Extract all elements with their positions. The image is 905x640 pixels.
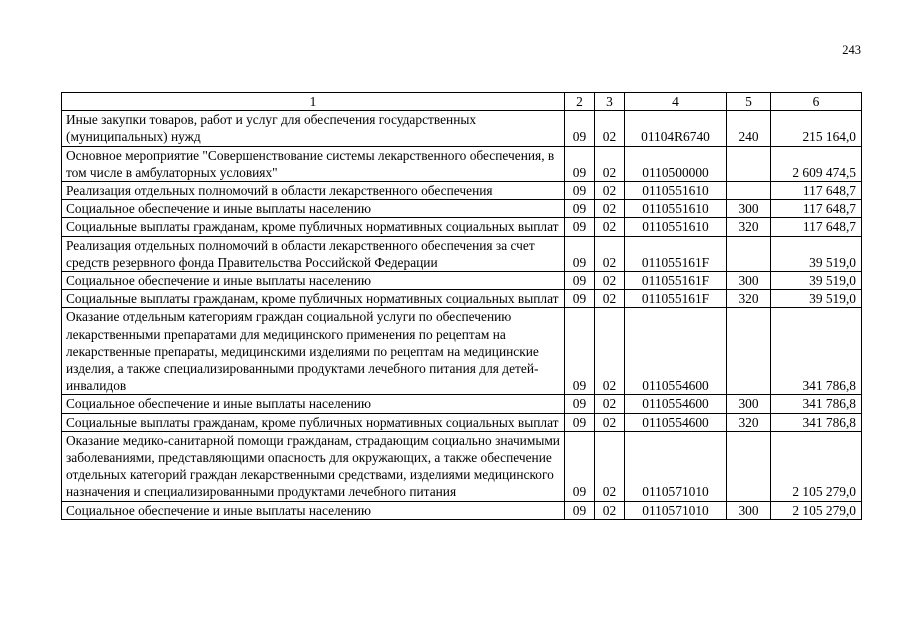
cell-name: Социальное обеспечение и иные выплаты населению [62,272,565,290]
cell-subsection: 02 [595,200,625,218]
table-row [62,395,862,413]
cell-section: 09 [565,272,595,290]
cell-amount: 2 105 279,0 [771,431,862,501]
cell-subsection: 02 [595,218,625,236]
cell-name: Оказание медико-санитарной помощи гражданам, страдающим социально значимыми заболеваниями, представляющими опасность для окружающих, а также обеспечение отдельных категорий граждан лекарственными средствами, изделиями медицинского назначения и специализированными продуктами лечебного питания [62,431,565,501]
cell-target-article: 0110554600 [625,413,727,431]
cell-amount: 2 105 279,0 [771,501,862,519]
header-col-2: 2 [565,93,595,111]
cell-target-article: 011055161F [625,272,727,290]
cell-subsection: 02 [595,111,625,146]
cell-section: 09 [565,182,595,200]
cell-section: 09 [565,146,595,181]
cell-expense-type [727,236,771,271]
cell-target-article: 0110554600 [625,308,727,395]
cell-section: 09 [565,501,595,519]
cell-subsection: 02 [595,236,625,271]
budget-table [61,92,862,520]
cell-amount: 341 786,8 [771,308,862,395]
cell-expense-type: 240 [727,111,771,146]
cell-amount: 2 609 474,5 [771,146,862,181]
cell-target-article: 0110551610 [625,200,727,218]
cell-expense-type: 300 [727,200,771,218]
cell-expense-type: 300 [727,272,771,290]
cell-target-article: 0110571010 [625,501,727,519]
cell-expense-type: 300 [727,501,771,519]
cell-expense-type: 320 [727,413,771,431]
cell-subsection: 02 [595,290,625,308]
page-number: 243 [842,43,861,57]
cell-target-article: 0110554600 [625,395,727,413]
table-row [62,182,862,200]
cell-section: 09 [565,308,595,395]
cell-subsection: 02 [595,182,625,200]
cell-target-article: 0110551610 [625,218,727,236]
cell-target-article: 0110500000 [625,146,727,181]
cell-section: 09 [565,395,595,413]
table-row [62,146,862,181]
cell-amount: 39 519,0 [771,236,862,271]
header-col-1: 1 [62,93,565,111]
cell-name: Иные закупки товаров, работ и услуг для обеспечения государственных (муниципальных) нужд [62,111,565,146]
header-col-3: 3 [595,93,625,111]
cell-expense-type [727,431,771,501]
cell-target-article: 0110551610 [625,182,727,200]
cell-name: Социальные выплаты гражданам, кроме публичных нормативных социальных выплат [62,413,565,431]
cell-subsection: 02 [595,146,625,181]
table-row [62,272,862,290]
cell-target-article: 01104R6740 [625,111,727,146]
cell-amount: 117 648,7 [771,200,862,218]
cell-subsection: 02 [595,395,625,413]
table-row [62,200,862,218]
cell-expense-type [727,308,771,395]
cell-expense-type: 320 [727,218,771,236]
cell-target-article: 011055161F [625,236,727,271]
cell-name: Социальное обеспечение и иные выплаты населению [62,395,565,413]
cell-amount: 39 519,0 [771,272,862,290]
cell-section: 09 [565,111,595,146]
header-col-4: 4 [625,93,727,111]
cell-name: Оказание отдельным категориям граждан социальной услуги по обеспечению лекарственными препаратами для медицинского применения по рецептам на лекарственные препараты, медицинскими изделиями по рецептам на медицинские изделия, а также специализированными продуктами лечебного питания для детей-инвалидов [62,308,565,395]
cell-name: Социальные выплаты гражданам, кроме публичных нормативных социальных выплат [62,290,565,308]
cell-expense-type [727,146,771,181]
table-body [62,111,862,520]
table-row [62,413,862,431]
cell-subsection: 02 [595,413,625,431]
header-col-6: 6 [771,93,862,111]
cell-subsection: 02 [595,431,625,501]
cell-name: Социальное обеспечение и иные выплаты населению [62,200,565,218]
table-row [62,308,862,395]
cell-target-article: 011055161F [625,290,727,308]
table-header-row [62,93,862,111]
cell-amount: 215 164,0 [771,111,862,146]
cell-amount: 341 786,8 [771,413,862,431]
cell-section: 09 [565,200,595,218]
cell-amount: 341 786,8 [771,395,862,413]
cell-subsection: 02 [595,308,625,395]
header-col-5: 5 [727,93,771,111]
cell-target-article: 0110571010 [625,431,727,501]
cell-name: Социальное обеспечение и иные выплаты населению [62,501,565,519]
cell-expense-type: 320 [727,290,771,308]
table-row [62,431,862,501]
cell-section: 09 [565,218,595,236]
table-row [62,218,862,236]
table-row [62,111,862,146]
cell-name: Реализация отдельных полномочий в области лекарственного обеспечения за счет средств резервного фонда Правительства Российской Федерации [62,236,565,271]
cell-subsection: 02 [595,501,625,519]
cell-amount: 39 519,0 [771,290,862,308]
cell-expense-type: 300 [727,395,771,413]
cell-name: Основное мероприятие "Совершенствование системы лекарственного обеспечения, в том числе в амбулаторных условиях" [62,146,565,181]
cell-name: Социальные выплаты гражданам, кроме публичных нормативных социальных выплат [62,218,565,236]
cell-amount: 117 648,7 [771,182,862,200]
cell-section: 09 [565,290,595,308]
table-row [62,501,862,519]
cell-subsection: 02 [595,272,625,290]
cell-section: 09 [565,431,595,501]
table-row [62,290,862,308]
cell-section: 09 [565,413,595,431]
cell-expense-type [727,182,771,200]
cell-amount: 117 648,7 [771,218,862,236]
cell-section: 09 [565,236,595,271]
table-row [62,236,862,271]
cell-name: Реализация отдельных полномочий в области лекарственного обеспечения [62,182,565,200]
